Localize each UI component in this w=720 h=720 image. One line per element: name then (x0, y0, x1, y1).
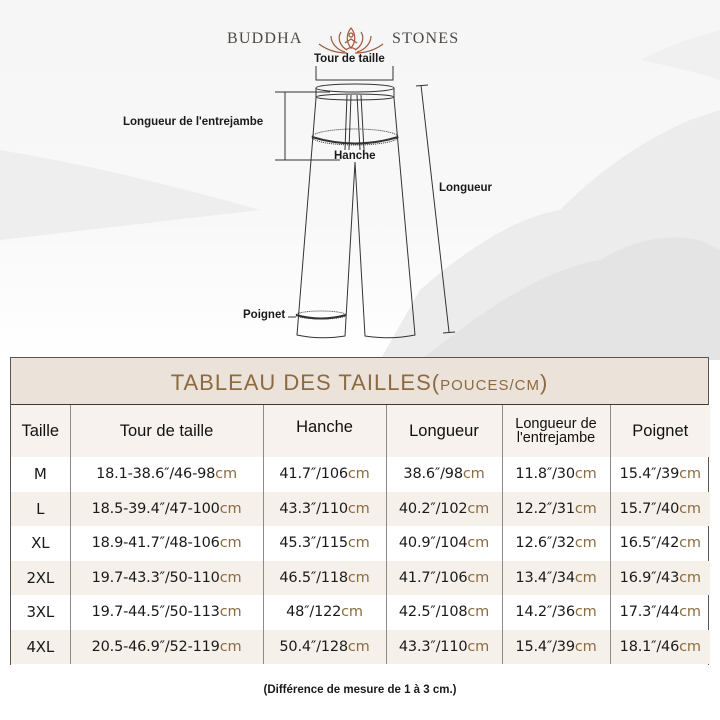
cell-cuff: 16.9″/43cm (610, 561, 710, 596)
size-chart-title: TABLEAU DES TAILLES(POUCES/CM) (11, 358, 708, 405)
brand-name-left: BUDDHA (227, 30, 303, 47)
table-row (11, 492, 710, 527)
cell-waist: 19.7-44.5″/50-113cm (70, 595, 263, 630)
cell-length: 38.6″/98cm (386, 457, 502, 492)
cell-hip: 48″/122cm (263, 595, 386, 630)
cell-cuff: 15.4″/39cm (610, 457, 710, 492)
cell-length: 43.3″/110cm (386, 630, 502, 665)
cell-size: 2XL (11, 561, 70, 596)
cell-waist: 18.5-39.4″/47-100cm (70, 492, 263, 527)
cell-waist: 20.5-46.9″/52-119cm (70, 630, 263, 665)
label-inseam: Longueur de l'entrejambe (123, 116, 264, 128)
label-cuff: Poignet (243, 309, 286, 321)
cell-inseam: 15.4″/39cm (502, 630, 610, 665)
cell-cuff: 16.5″/42cm (610, 526, 710, 561)
cell-size: XL (31, 534, 50, 553)
cell-hip: 41.7″/106cm (263, 457, 386, 492)
cell-size: M (33, 465, 47, 484)
cell-cuff: 17.3″/44cm (610, 595, 710, 630)
cell-waist: 18.1-38.6″/46-98cm (70, 457, 263, 492)
cell-hip: 50.4″/128cm (263, 630, 386, 665)
cell-size: 4XL (11, 630, 70, 665)
label-hip: Hanche (334, 150, 376, 162)
cell-length: 42.5″/108cm (386, 595, 502, 630)
cell-inseam: 13.4″/34cm (502, 561, 610, 596)
cell-waist: 19.7-43.3″/50-110cm (70, 561, 263, 596)
col-header-waist: Tour de taille (70, 405, 263, 457)
table-row (11, 526, 710, 561)
cell-hip: 46.5″/118cm (263, 561, 386, 596)
cell-hip: 45.3″/115cm (263, 526, 386, 561)
brand-name-right: STONES (392, 30, 460, 47)
col-header-inseam: Longueur de l'entrejambe (502, 405, 610, 457)
cell-length: 40.2″/102cm (386, 492, 502, 527)
cell-waist: 18.9-41.7″/48-106cm (70, 526, 263, 561)
cell-size: L (11, 492, 70, 527)
cell-cuff: 18.1″/46cm (610, 630, 710, 665)
measurement-footnote: (Différence de mesure de 1 à 3 cm.) (263, 684, 457, 696)
col-header-size: Taille (11, 405, 70, 457)
label-waist: Tour de taille (314, 53, 385, 65)
table-row (11, 457, 710, 492)
table-row (11, 561, 710, 596)
cell-inseam: 12.6″/32cm (502, 526, 610, 561)
col-header-hip: Hanche (263, 405, 386, 457)
cell-size: 3XL (26, 603, 55, 622)
cell-cuff: 15.7″/40cm (610, 492, 710, 527)
label-length: Longueur (439, 182, 493, 194)
col-header-length: Longueur (386, 405, 502, 457)
col-header-cuff: Poignet (610, 405, 710, 457)
table-row (11, 595, 710, 630)
cell-inseam: 12.2″/31cm (502, 492, 610, 527)
size-table (11, 405, 710, 664)
cell-length: 40.9″/104cm (386, 526, 502, 561)
size-chart (10, 357, 709, 665)
cell-inseam: 14.2″/36cm (502, 595, 610, 630)
table-row (11, 630, 710, 665)
cell-inseam: 11.8″/30cm (502, 457, 610, 492)
cell-hip: 43.3″/110cm (263, 492, 386, 527)
table-header-row (11, 405, 710, 457)
cell-length: 41.7″/106cm (386, 561, 502, 596)
